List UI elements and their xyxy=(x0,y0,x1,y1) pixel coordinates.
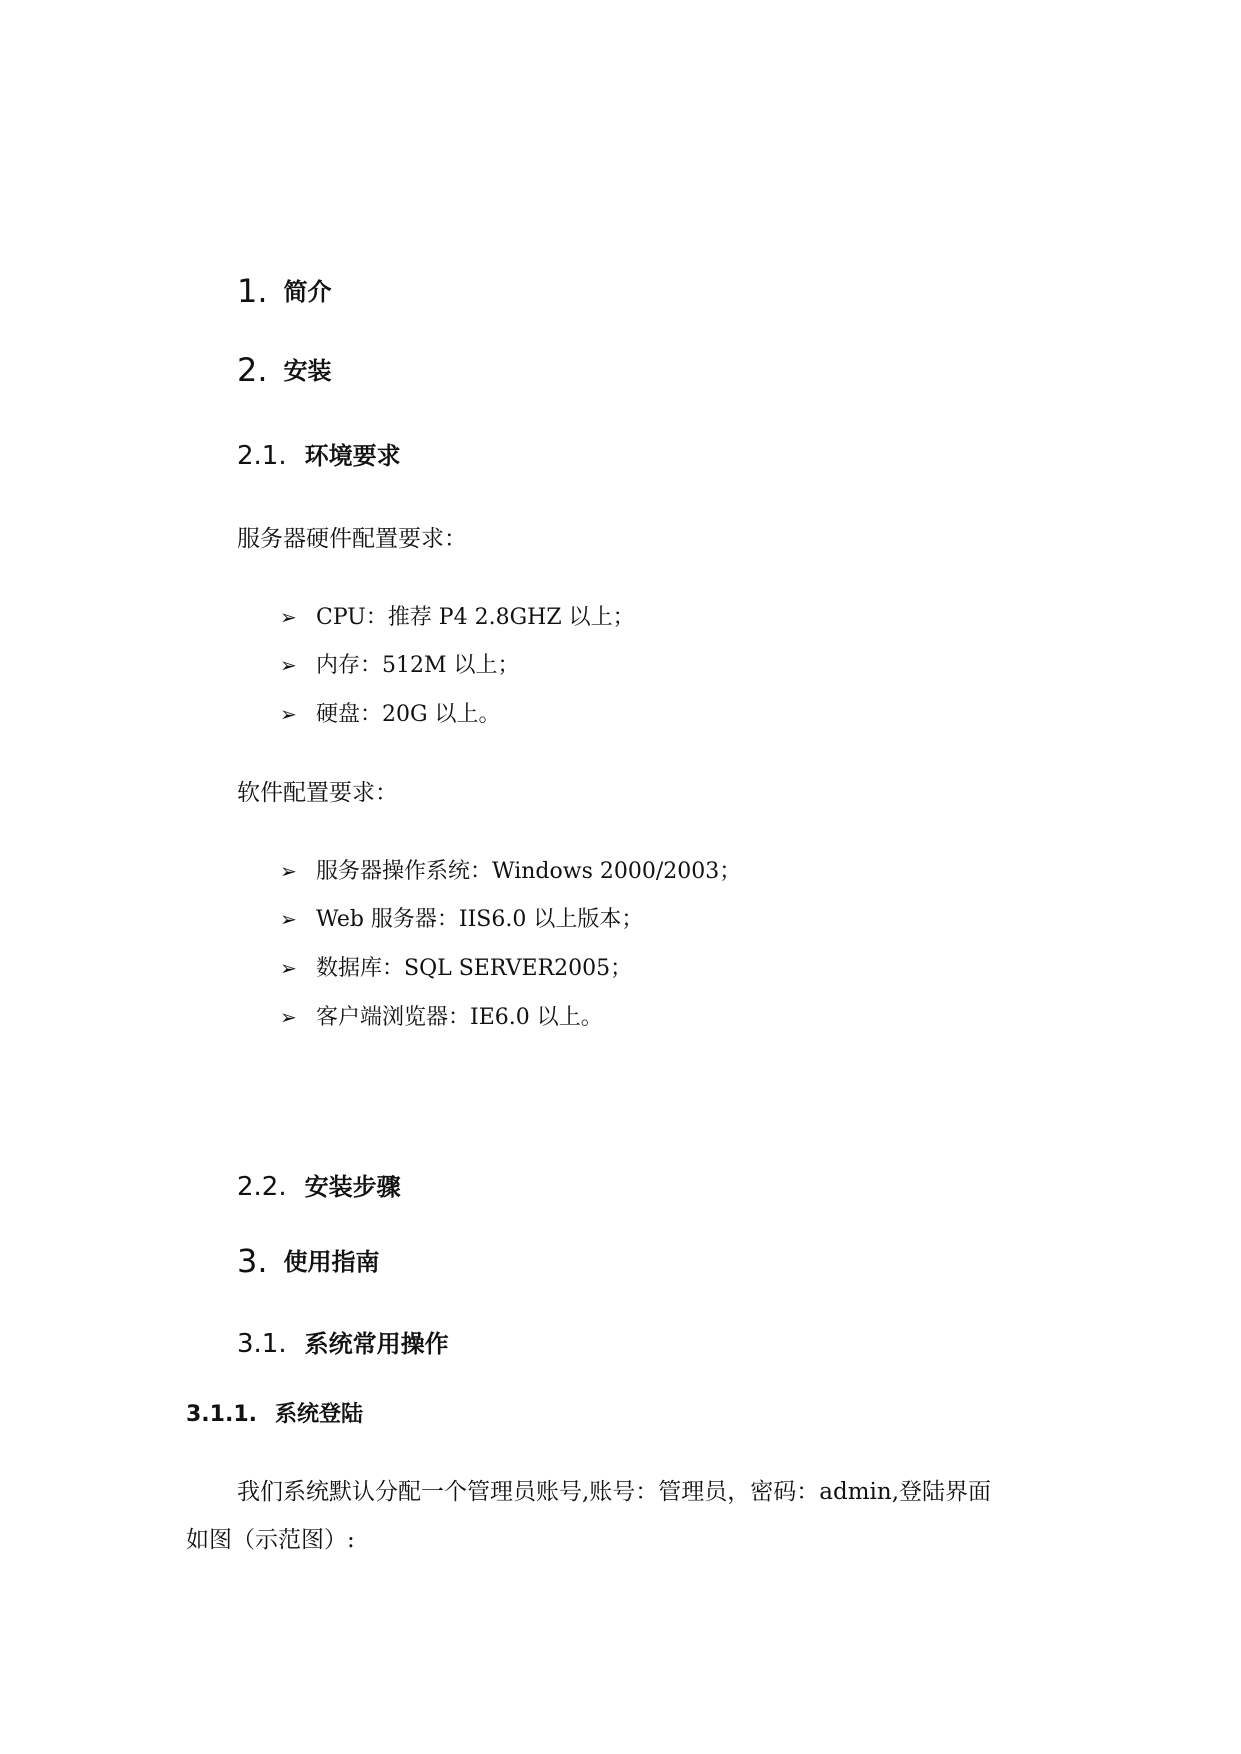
list-item: ➢ 硬盘：20G 以上。 xyxy=(280,702,501,727)
arrow-bullet-icon: ➢ xyxy=(280,605,297,629)
heading-number: 3.1.1. xyxy=(186,1402,257,1427)
arrow-bullet-icon: ➢ xyxy=(280,956,297,980)
heading-3-1-common-operations xyxy=(237,1324,449,1359)
heading-2-2-install-steps xyxy=(237,1167,401,1202)
heading-title: 系统常用操作 xyxy=(304,1330,449,1358)
list-item: ➢ 数据库：SQL SERVER2005； xyxy=(280,956,633,981)
list-item: ➢ Web 服务器：IIS6.0 以上版本； xyxy=(280,907,644,932)
heading-number: 2. xyxy=(237,351,268,389)
heading-2-1-environment xyxy=(237,436,401,471)
list-item: ➢ 内存：512M 以上； xyxy=(280,653,520,678)
software-intro: 软件配置要求： xyxy=(237,780,398,806)
arrow-bullet-icon: ➢ xyxy=(280,859,297,883)
heading-number: 3.1. xyxy=(237,1329,287,1359)
login-paragraph xyxy=(186,1468,1066,1564)
arrow-bullet-icon: ➢ xyxy=(280,1005,297,1029)
heading-number: 3. xyxy=(237,1242,268,1280)
heading-title: 安装步骤 xyxy=(304,1173,401,1201)
heading-title: 简介 xyxy=(283,278,332,306)
heading-1-intro xyxy=(237,272,332,310)
heading-title: 使用指南 xyxy=(283,1248,380,1276)
arrow-bullet-icon: ➢ xyxy=(280,907,297,931)
heading-number: 2.2. xyxy=(237,1172,287,1202)
heading-number: 2.1. xyxy=(237,441,287,471)
heading-number: 1. xyxy=(237,272,268,310)
heading-title: 系统登陆 xyxy=(275,1402,364,1427)
heading-title: 环境要求 xyxy=(304,442,401,470)
list-item: ➢ CPU：推荐 P4 2.8GHZ 以上； xyxy=(280,605,635,630)
heading-3-1-1-login xyxy=(186,1397,363,1428)
heading-2-install xyxy=(237,351,332,389)
heading-3-usage-guide xyxy=(237,1242,380,1280)
list-item: ➢ 服务器操作系统：Windows 2000/2003； xyxy=(280,859,742,884)
arrow-bullet-icon: ➢ xyxy=(280,702,297,726)
hardware-intro: 服务器硬件配置要求： xyxy=(237,526,467,552)
paragraph-line: 如图（示范图）: xyxy=(186,1527,355,1553)
list-item: ➢ 客户端浏览器：IE6.0 以上。 xyxy=(280,1005,603,1030)
arrow-bullet-icon: ➢ xyxy=(280,653,297,677)
heading-title: 安装 xyxy=(283,357,332,385)
paragraph-line: 我们系统默认分配一个管理员账号,账号：管理员，密码：admin,登陆界面 xyxy=(237,1479,992,1505)
